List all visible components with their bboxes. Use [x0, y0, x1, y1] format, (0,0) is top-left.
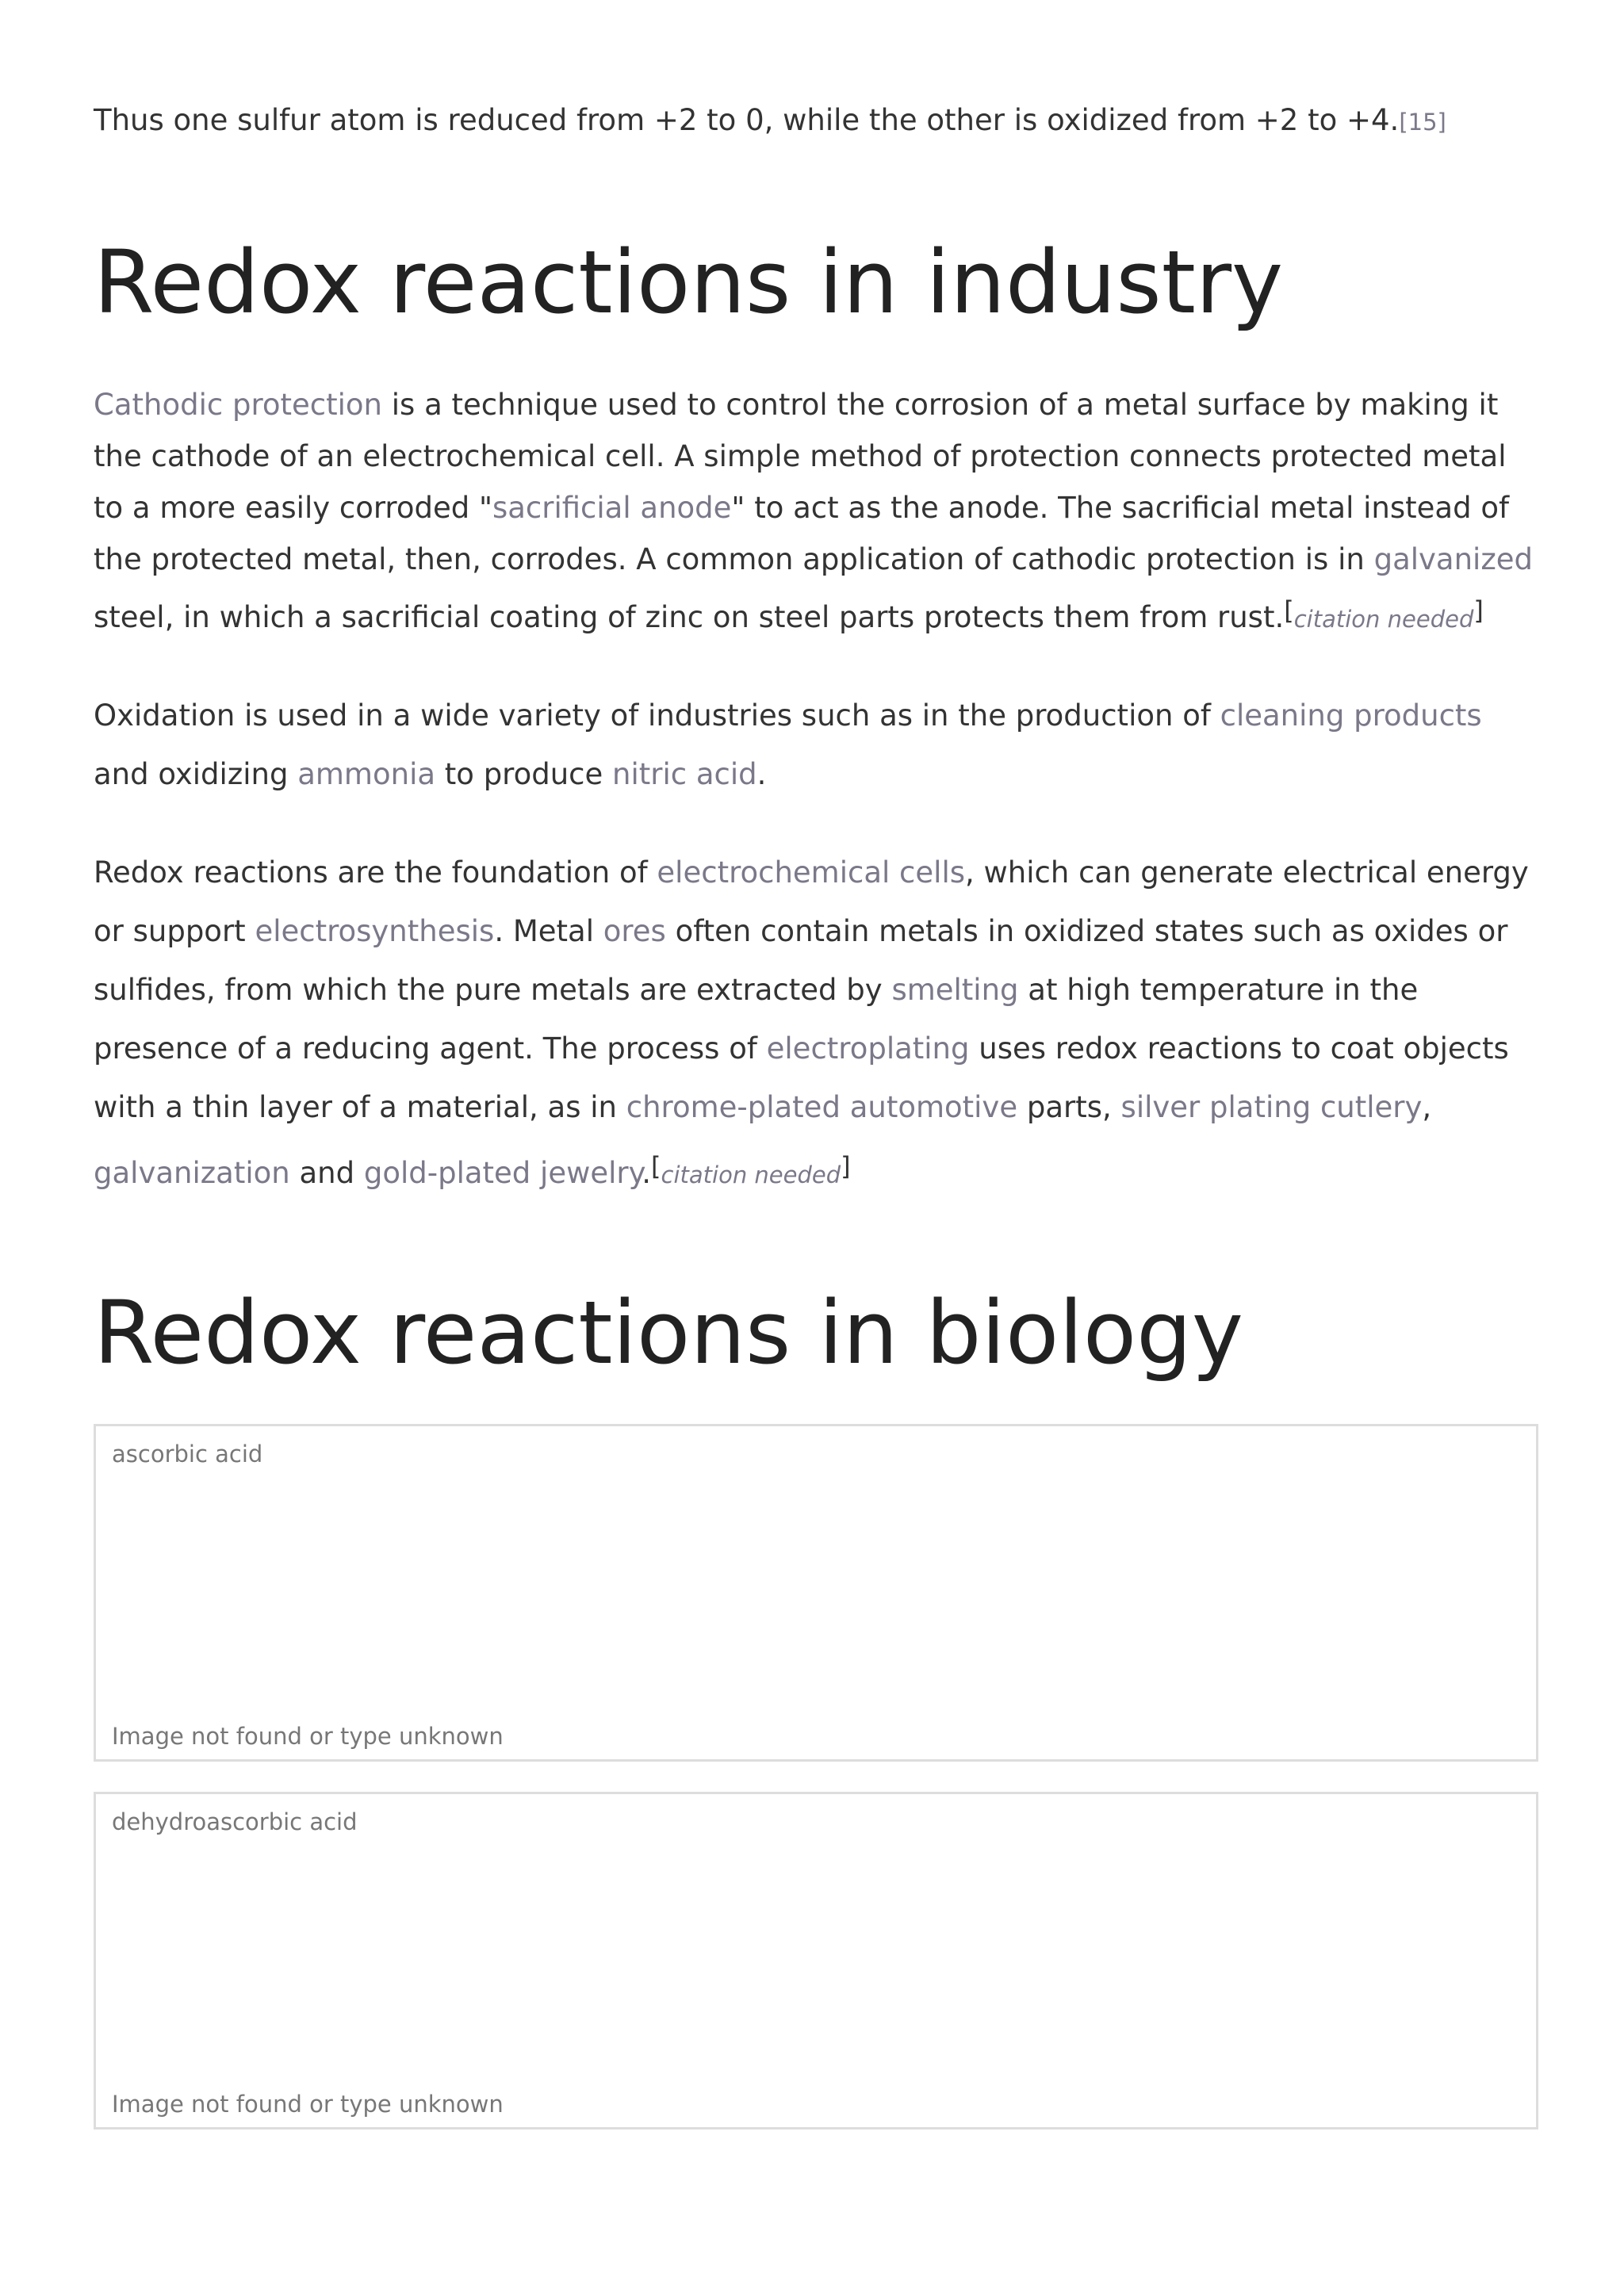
link-gold-plated-jewelry[interactable]: gold-plated jewelry [363, 1156, 642, 1190]
link-electrochemical-cells[interactable]: electrochemical cells [657, 855, 965, 890]
image-caption: ascorbic acid [112, 1441, 263, 1468]
section-heading-industry: Redox reactions in industry [94, 232, 1284, 333]
intro-paragraph [94, 92, 1540, 151]
image-placeholder-ascorbic-acid [94, 1424, 1538, 1762]
text-span: . [756, 757, 767, 791]
link-galvanized[interactable]: galvanized [1373, 542, 1533, 576]
text-span: . [642, 1156, 652, 1190]
image-caption: dehydroascorbic acid [112, 1808, 358, 1835]
text-span: and oxidizing [94, 757, 298, 791]
link-smelting[interactable]: smelting [891, 973, 1019, 1007]
link-ammonia[interactable]: ammonia [297, 757, 436, 791]
citation-bracket-close: ] [841, 1151, 851, 1181]
paragraph-electrochemical [94, 844, 1540, 1204]
paragraph-oxidation [94, 687, 1540, 804]
intro-text: Thus one sulfur atom is reduced from +2 to 0, while the other is oxidized from +2 to +4. [94, 103, 1400, 137]
text-span: , [1422, 1090, 1432, 1124]
link-electrosynthesis[interactable]: electrosynthesis [255, 914, 495, 948]
text-span: . Metal [494, 914, 603, 948]
text-span: uses redox reactions to coat objects with a thin layer of a material, as in [94, 1031, 1509, 1124]
link-sacrificial-anode[interactable]: sacrificial anode [492, 491, 732, 525]
text-span: , which can generate electrical energy or support [94, 855, 1529, 948]
image-error-text: Image not found or type unknown [112, 1723, 504, 1750]
link-cleaning-products[interactable]: cleaning products [1220, 698, 1482, 733]
text-span: often contain metals in oxidized states such as oxides or sulfides, from which the pure metals are extracted by [94, 914, 1508, 1007]
citation-bracket-close: ] [1473, 595, 1484, 626]
text-span: parts, [1017, 1090, 1121, 1124]
link-galvanization[interactable]: galvanization [94, 1156, 290, 1190]
text-span: is a technique used to control the corrosion of a metal surface by making it the cathode of an electrochemical cell. A simple method of protection connects protected metal to a more easily corroded " [94, 388, 1507, 525]
citation-bracket-open: [ [1284, 595, 1294, 626]
text-span: steel, in which a sacrificial coating of zinc on steel parts protects them from rust. [94, 600, 1285, 634]
text-span: Oxidation is used in a wide variety of industries such as in the production of [94, 698, 1220, 733]
paragraph-cathodic-protection [94, 379, 1540, 645]
link-ores[interactable]: ores [603, 914, 666, 948]
citation-needed-link[interactable]: citation needed [661, 1161, 841, 1188]
link-cathodic-protection[interactable]: Cathodic protection [94, 388, 382, 422]
text-span: to produce [435, 757, 613, 791]
citation-bracket-open: [ [651, 1151, 661, 1181]
section-heading-biology: Redox reactions in biology [94, 1282, 1244, 1383]
link-chrome-plated-automotive[interactable]: chrome-plated automotive [626, 1090, 1018, 1124]
text-span: and [289, 1156, 364, 1190]
link-nitric-acid[interactable]: nitric acid [612, 757, 757, 791]
text-span: " to act as the anode. The sacrificial metal instead of the protected metal, then, corrodes. A common application of cathodic protection is in [94, 491, 1510, 576]
link-silver-plating-cutlery[interactable]: silver plating cutlery [1120, 1090, 1423, 1124]
reference-link-15[interactable]: [15] [1399, 109, 1446, 136]
text-span: Redox reactions are the foundation of [94, 855, 657, 890]
citation-needed-link[interactable]: citation needed [1293, 606, 1474, 633]
text-span: at high temperature in the presence of a reducing agent. The process of [94, 973, 1419, 1066]
image-placeholder-dehydroascorbic-acid [94, 1792, 1538, 2130]
link-electroplating[interactable]: electroplating [766, 1031, 970, 1066]
image-error-text: Image not found or type unknown [112, 2091, 504, 2118]
